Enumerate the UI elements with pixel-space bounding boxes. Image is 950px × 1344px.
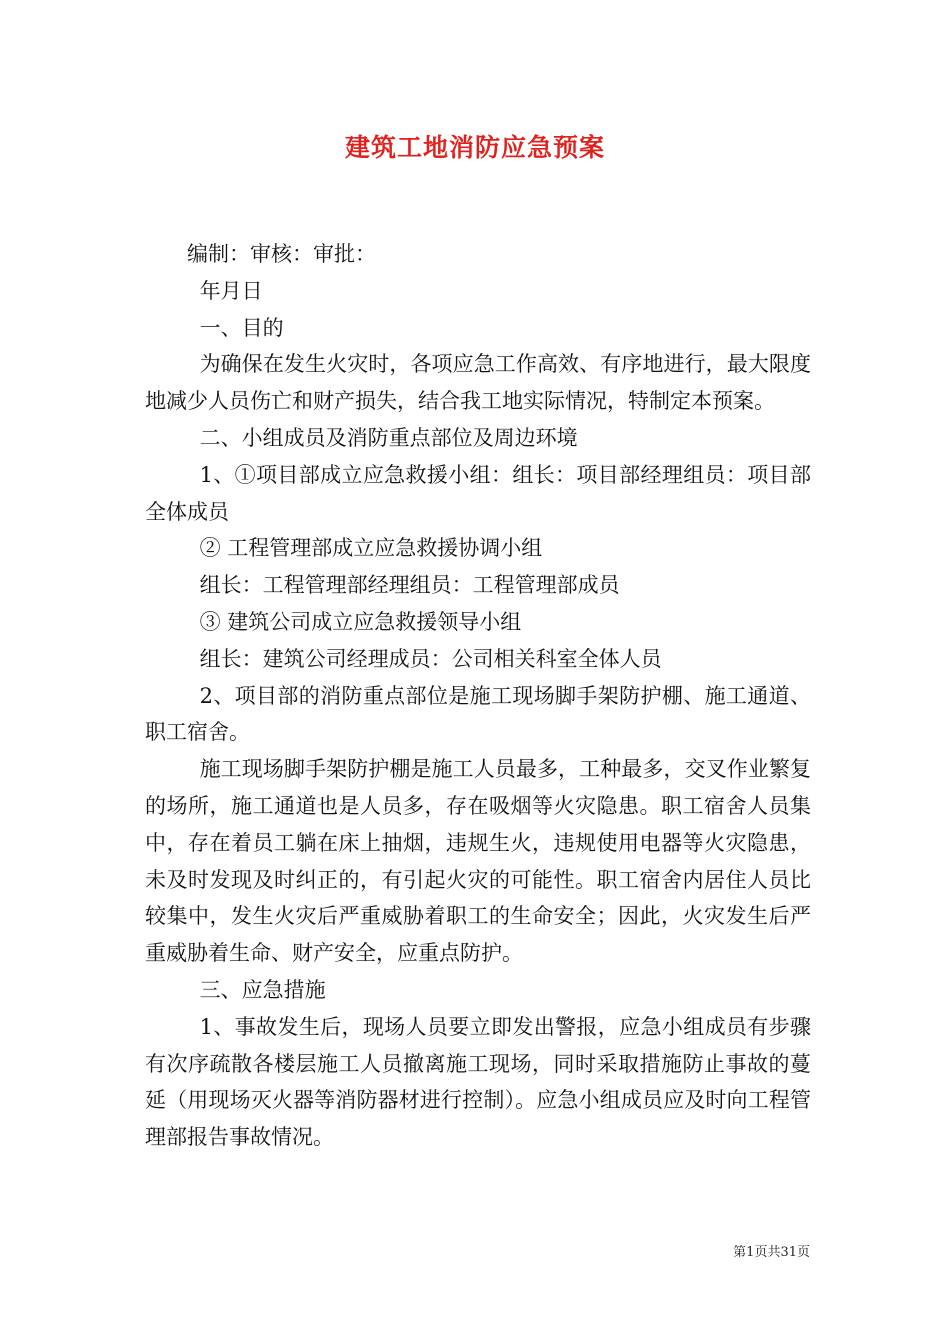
paragraph-leadership-members: 组长：建筑公司经理成员：公司相关科室全体人员 xyxy=(199,646,662,671)
page-number-label: 第1页共31页 xyxy=(733,1245,810,1260)
paragraph-coordination-team: ② 工程管理部成立应急救援协调小组 xyxy=(199,536,543,561)
section-heading-purpose: 一、目的 xyxy=(199,315,284,340)
paragraph-date-line: 年月日 xyxy=(199,278,263,303)
paragraph-key-locations: 2、项目部的消防重点部位是施工现场脚手架防护棚、施工通道、职工宿舍。 xyxy=(145,683,811,745)
paragraph-coordination-members: 组长：工程管理部经理组员：工程管理部成员 xyxy=(199,573,620,598)
paragraph-leadership-team: ③ 建筑公司成立应急救援领导小组 xyxy=(199,609,522,634)
page-footer xyxy=(0,1244,810,1262)
document-body xyxy=(145,236,811,1156)
paragraph-approval-line: 编制：审核：审批： xyxy=(187,242,376,266)
paragraph-risk-description: 施工现场脚手架防护棚是施工人员最多，工种最多，交叉作业繁复的场所，施工通道也是人员多，存在吸烟等火灾隐患。职工宿舍人员集中，存在着员工躺在床上抽烟，违规生火，违规使用电器等火灾隐患，未及时发现及时纠正的，有引起火灾的可能性。职工宿舍内居住人员比较集中，发生火灾后严重威胁着职工的生命安全；因此，火灾发生后严重威胁着生命、财产安全，应重点防护。 xyxy=(145,757,811,966)
section-heading-members: 二、小组成员及消防重点部位及周边环境 xyxy=(199,425,578,450)
paragraph-project-team: 1、①项目部成立应急救援小组：组长：项目部经理组员：项目部全体成员 xyxy=(145,462,811,524)
section-heading-measures: 三、应急措施 xyxy=(199,977,326,1002)
paragraph-purpose: 为确保在发生火灾时，各项应急工作高效、有序地进行，最大限度地减少人员伤亡和财产损失，结合我工地实际情况，特制定本预案。 xyxy=(145,352,811,414)
document-title: 建筑工地消防应急预案 xyxy=(344,133,605,162)
paragraph-measure-1: 1、事故发生后，现场人员要立即发出警报，应急小组成员有步骤有次序疏散各楼层施工人员撤离施工现场，同时采取措施防止事故的蔓延（用现场灭火器等消防器材进行控制）。应急小组成员应及时向工程管理部报告事故情况。 xyxy=(145,1014,811,1150)
